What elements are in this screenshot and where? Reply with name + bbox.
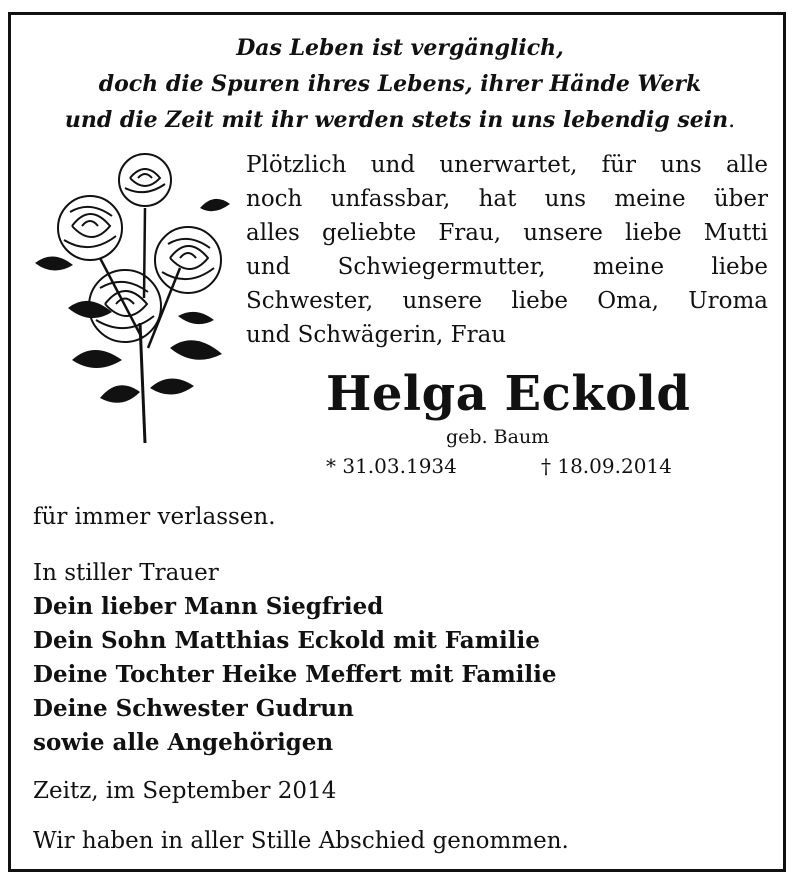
intro-line: alles geliebte Frau, unsere liebe Mutti	[246, 220, 768, 246]
farewell-text: Wir haben in aller Stille Abschied genommen.	[33, 828, 569, 854]
motto	[20, 30, 780, 139]
roses-icon	[30, 148, 230, 446]
closing-phrase: für immer verlassen.	[33, 504, 276, 530]
maiden-name: geb. Baum	[446, 426, 550, 448]
intro-line: und Schwiegermutter, meine liebe	[246, 254, 768, 280]
mourner: Deine Tochter Heike Meffert mit Familie	[33, 661, 557, 688]
motto-line-3	[20, 102, 780, 139]
mourners-block	[33, 556, 557, 760]
death-date: † 18.09.2014	[541, 454, 672, 478]
place-date: Zeitz, im September 2014	[33, 778, 337, 804]
mourner: Dein lieber Mann Siegfried	[33, 593, 384, 620]
motto-line-1: Das Leben ist vergänglich,	[236, 35, 564, 61]
mourner: Dein Sohn Matthias Eckold mit Familie	[33, 627, 540, 654]
motto-line-2: doch die Spuren ihres Lebens, ihrer Hände Werk	[98, 71, 702, 97]
motto-period: .	[728, 108, 736, 133]
motto-line-3-text: und die Zeit mit ihr werden stets in uns lebendig sein	[64, 107, 729, 133]
intro-text	[246, 148, 768, 352]
intro-line: Schwester, unsere liebe Oma, Uroma	[246, 288, 768, 314]
birth-date: * 31.03.1934	[326, 454, 457, 478]
deceased-name: Helga Eckold	[326, 366, 691, 422]
mourner: Deine Schwester Gudrun	[33, 695, 354, 722]
mourning-intro: In stiller Trauer	[33, 560, 219, 586]
mourner: sowie alle Angehörigen	[33, 729, 334, 756]
intro-line: noch unfassbar, hat uns meine über	[246, 186, 768, 212]
intro-line: und Schwägerin, Frau	[246, 322, 507, 348]
intro-line: Plötzlich und unerwartet, für uns alle	[246, 152, 768, 178]
